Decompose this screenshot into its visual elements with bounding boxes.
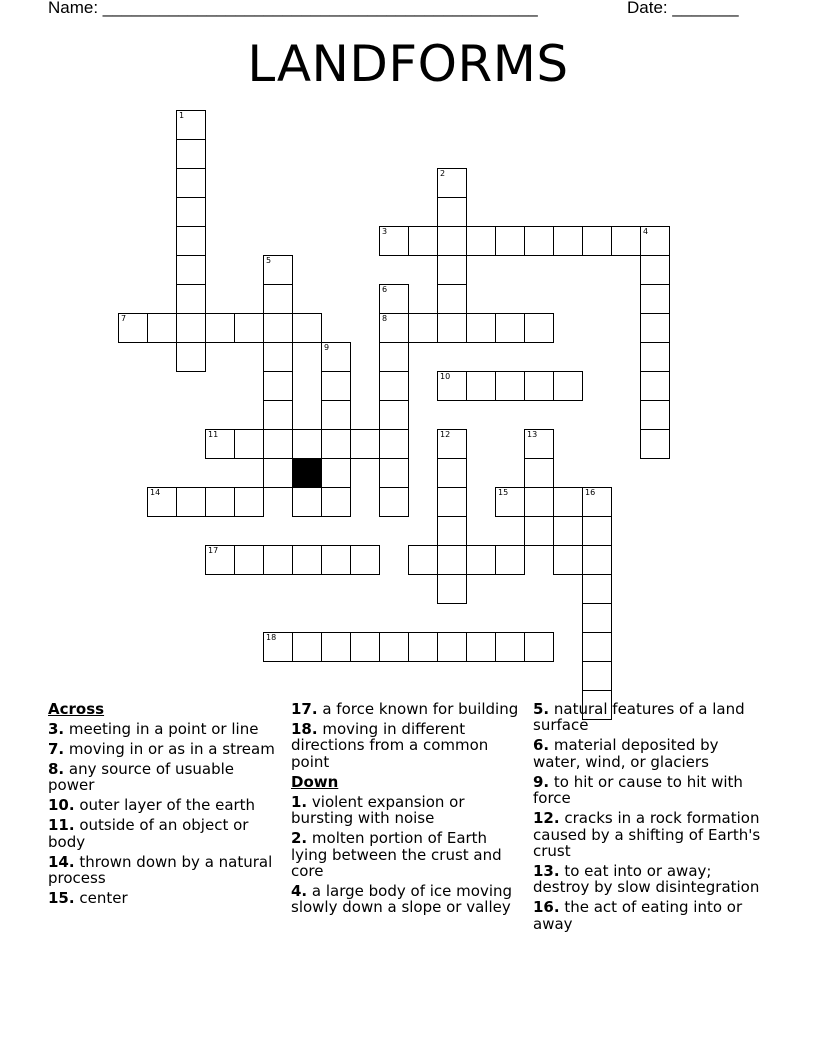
crossword-cell[interactable] [640, 400, 670, 430]
crossword-cell[interactable] [524, 226, 554, 256]
crossword-cell[interactable] [582, 516, 612, 546]
crossword-cell[interactable] [408, 545, 438, 575]
clue-item [533, 810, 768, 859]
clue-text: center [74, 889, 128, 908]
crossword-cell[interactable] [379, 371, 409, 401]
crossword-cell[interactable] [263, 545, 293, 575]
clue-number: 1 [179, 111, 185, 120]
clue-column-3 [533, 701, 768, 936]
date-line[interactable]: _______ [672, 0, 739, 17]
clue-item [48, 761, 283, 794]
clue-text: natural features of a land surface [533, 700, 745, 735]
crossword-cell[interactable] [524, 313, 554, 343]
name-label: Name: [48, 0, 103, 17]
crossword-cell[interactable] [437, 458, 467, 488]
crossword-cell[interactable] [524, 516, 554, 546]
crossword-cell[interactable] [437, 516, 467, 546]
clue-number: 18 [266, 633, 277, 642]
crossword-cell[interactable] [640, 313, 670, 343]
clue-text: to eat into or away; destroy by slow disintegration [533, 862, 760, 897]
clue-item [48, 890, 283, 906]
crossword-cell[interactable] [495, 632, 525, 662]
clue-number: 11 [208, 430, 219, 439]
crossword-cell[interactable] [263, 255, 293, 285]
crossword-cell[interactable] [118, 313, 148, 343]
clue-item [48, 817, 283, 850]
clue-number-label: 17. [291, 700, 318, 718]
crossword-cell[interactable] [582, 487, 612, 517]
crossword-cell[interactable] [176, 284, 206, 314]
clue-item [533, 701, 768, 734]
crossword-cell[interactable] [640, 284, 670, 314]
crossword-cell[interactable] [205, 429, 235, 459]
crossword-cell[interactable] [176, 255, 206, 285]
clue-number-label: 7. [48, 740, 65, 758]
clue-number-label: 16. [533, 898, 560, 917]
crossword-cell[interactable] [205, 487, 235, 517]
clue-text: moving in or as in a stream [64, 740, 275, 758]
across-heading: Across [48, 700, 105, 718]
crossword-cell[interactable] [437, 429, 467, 459]
clue-number: 12 [440, 430, 451, 439]
clue-number: 15 [498, 488, 509, 497]
clue-number-label: 4. [291, 882, 308, 901]
crossword-cell[interactable] [611, 226, 641, 256]
clue-number-label: 13. [533, 862, 560, 881]
crossword-cell[interactable] [582, 632, 612, 662]
crossword-cell[interactable] [379, 226, 409, 256]
crossword-cell[interactable] [553, 487, 583, 517]
clue-item [291, 701, 526, 717]
crossword-cell[interactable] [379, 400, 409, 430]
crossword-cell[interactable] [553, 545, 583, 575]
crossword-cell[interactable] [437, 226, 467, 256]
crossword-cell[interactable] [205, 545, 235, 575]
clue-text: thrown down by a natural process [48, 852, 273, 888]
crossword-cell[interactable] [466, 632, 496, 662]
crossword-cell[interactable] [234, 487, 264, 517]
clue-number: 9 [324, 343, 330, 352]
crossword-cell[interactable] [292, 545, 322, 575]
crossword-cell[interactable] [263, 632, 293, 662]
clue-number: 8 [382, 314, 388, 323]
crossword-cell[interactable] [176, 110, 206, 140]
clue-number-label: 2. [291, 829, 308, 848]
crossword-cell[interactable] [176, 168, 206, 198]
clue-number: 17 [208, 546, 219, 555]
crossword-cell[interactable] [495, 313, 525, 343]
crossword-cell[interactable] [321, 487, 351, 517]
crossword-cell[interactable] [466, 545, 496, 575]
crossword-cell[interactable] [640, 371, 670, 401]
clue-number-label: 9. [533, 772, 550, 791]
clue-number: 14 [150, 488, 161, 497]
crossword-cell[interactable] [466, 226, 496, 256]
crossword-cell[interactable] [553, 226, 583, 256]
clue-number-label: 11. [48, 816, 75, 835]
crossword-cell[interactable] [263, 371, 293, 401]
crossword-cell[interactable] [408, 632, 438, 662]
clue-number: 13 [527, 430, 538, 439]
clue-number-label: 10. [48, 796, 75, 815]
crossword-cell[interactable] [176, 197, 206, 227]
clue-item [48, 854, 283, 887]
date-label: Date: [627, 0, 673, 17]
crossword-cell[interactable] [321, 458, 351, 488]
crossword-cell[interactable] [495, 371, 525, 401]
crossword-cell[interactable] [263, 458, 293, 488]
crossword-cell[interactable] [437, 168, 467, 198]
clue-item [291, 794, 526, 827]
clue-item [291, 830, 526, 879]
clue-number: 6 [382, 285, 388, 294]
crossword-cell[interactable] [292, 632, 322, 662]
crossword-cell[interactable] [321, 400, 351, 430]
crossword-cell[interactable] [582, 603, 612, 633]
down-heading: Down [291, 772, 339, 791]
clue-text: moving in different directions from a common point [291, 720, 489, 771]
clue-item [533, 863, 768, 896]
clue-number: 2 [440, 169, 446, 178]
clue-number-label: 1. [291, 792, 308, 811]
crossword-cell[interactable] [524, 458, 554, 488]
crossword-cell[interactable] [379, 342, 409, 372]
clue-number-label: 3. [48, 720, 65, 738]
clue-number: 5 [266, 256, 272, 265]
clue-number-label: 8. [48, 760, 65, 778]
clue-item [533, 899, 768, 932]
name-line[interactable]: ______________________________________________ [102, 0, 538, 17]
crossword-cell[interactable] [640, 429, 670, 459]
crossword-cell[interactable] [495, 487, 525, 517]
crossword-cell[interactable] [176, 342, 206, 372]
crossword-cell[interactable] [234, 545, 264, 575]
crossword-cell[interactable] [205, 313, 235, 343]
clue-text: outer layer of the earth [74, 796, 256, 815]
clue-text: any source of usuable power [48, 760, 234, 795]
crossword-cell[interactable] [437, 255, 467, 285]
clue-number-label: 5. [533, 700, 550, 718]
clue-number: 16 [585, 488, 596, 497]
crossword-cell[interactable] [408, 313, 438, 343]
crossword-cell[interactable] [176, 313, 206, 343]
crossword-cell[interactable] [379, 487, 409, 517]
crossword-cell[interactable] [176, 487, 206, 517]
crossword-cell[interactable] [582, 226, 612, 256]
crossword-cell[interactable] [437, 545, 467, 575]
crossword-cell[interactable] [321, 429, 351, 459]
clue-item [48, 741, 283, 757]
crossword-cell[interactable] [234, 429, 264, 459]
crossword-cell[interactable] [379, 632, 409, 662]
clue-item [48, 721, 283, 737]
crossword-cell[interactable] [263, 342, 293, 372]
clue-item [533, 774, 768, 807]
black-square [292, 458, 322, 488]
crossword-cell[interactable] [437, 371, 467, 401]
clue-text: a force known for building [317, 700, 519, 718]
crossword-cell[interactable] [466, 371, 496, 401]
crossword-cell[interactable] [176, 139, 206, 169]
crossword-cell[interactable] [350, 545, 380, 575]
crossword-cell[interactable] [379, 284, 409, 314]
clue-number: 7 [121, 314, 127, 323]
clue-item [533, 737, 768, 770]
crossword-cell[interactable] [437, 284, 467, 314]
crossword-cell[interactable] [495, 545, 525, 575]
crossword-cell[interactable] [147, 313, 177, 343]
crossword-cell[interactable] [408, 226, 438, 256]
crossword-cell[interactable] [640, 342, 670, 372]
crossword-cell[interactable] [321, 342, 351, 372]
clue-number-label: 18. [291, 720, 318, 738]
clue-text: violent expansion or bursting with noise [291, 792, 465, 828]
clue-number: 4 [643, 227, 649, 236]
clue-text: the act of eating into or away [533, 898, 743, 933]
crossword-cell[interactable] [379, 313, 409, 343]
clue-text: to hit or cause to hit with force [533, 772, 743, 808]
crossword-cell[interactable] [234, 313, 264, 343]
clue-item [291, 721, 526, 770]
crossword-cell[interactable] [321, 545, 351, 575]
crossword-cell[interactable] [640, 226, 670, 256]
crossword-cell[interactable] [437, 197, 467, 227]
crossword-cell[interactable] [263, 284, 293, 314]
crossword-cell[interactable] [524, 371, 554, 401]
crossword-cell[interactable] [147, 487, 177, 517]
crossword-cell[interactable] [437, 487, 467, 517]
crossword-cell[interactable] [292, 487, 322, 517]
crossword-cell[interactable] [176, 226, 206, 256]
clue-number-label: 12. [533, 809, 560, 828]
clue-text: molten portion of Earth lying between the crust and core [291, 829, 502, 881]
clue-item [48, 797, 283, 813]
crossword-cell[interactable] [582, 574, 612, 604]
crossword-cell[interactable] [292, 429, 322, 459]
crossword-cell[interactable] [582, 661, 612, 691]
clue-text: cracks in a rock formation caused by a shifting of Earth's crust [533, 809, 761, 861]
crossword-cell[interactable] [263, 429, 293, 459]
clue-number: 10 [440, 372, 451, 381]
crossword-cell[interactable] [350, 632, 380, 662]
crossword-cell[interactable] [437, 313, 467, 343]
clue-number-label: 15. [48, 889, 75, 908]
clue-text: outside of an object or body [48, 816, 249, 851]
clue-column-1 [48, 701, 283, 910]
crossword-cell[interactable] [553, 371, 583, 401]
clue-text: meeting in a point or line [64, 720, 259, 738]
crossword-cell[interactable] [263, 400, 293, 430]
crossword-cell[interactable] [379, 429, 409, 459]
clue-number-label: 6. [533, 736, 550, 755]
clue-item [291, 883, 526, 916]
crossword-cell[interactable] [437, 574, 467, 604]
crossword-cell[interactable] [321, 371, 351, 401]
clue-text: a large body of ice moving slowly down a slope or valley [291, 882, 513, 917]
crossword-cell[interactable] [640, 255, 670, 285]
crossword-cell[interactable] [524, 487, 554, 517]
clue-number-label: 14. [48, 852, 75, 871]
clue-number: 3 [382, 227, 388, 236]
crossword-cell[interactable] [495, 226, 525, 256]
crossword-cell[interactable] [582, 545, 612, 575]
crossword-cell[interactable] [524, 429, 554, 459]
page-title: LANDFORMS [247, 35, 569, 93]
crossword-cell[interactable] [292, 313, 322, 343]
crossword-cell[interactable] [321, 632, 351, 662]
crossword-cell[interactable] [524, 632, 554, 662]
crossword-cell[interactable] [350, 429, 380, 459]
clue-column-2 [291, 701, 526, 919]
crossword-cell[interactable] [379, 458, 409, 488]
crossword-cell[interactable] [466, 313, 496, 343]
clue-text: material deposited by water, wind, or glaciers [533, 736, 719, 771]
crossword-cell[interactable] [437, 632, 467, 662]
